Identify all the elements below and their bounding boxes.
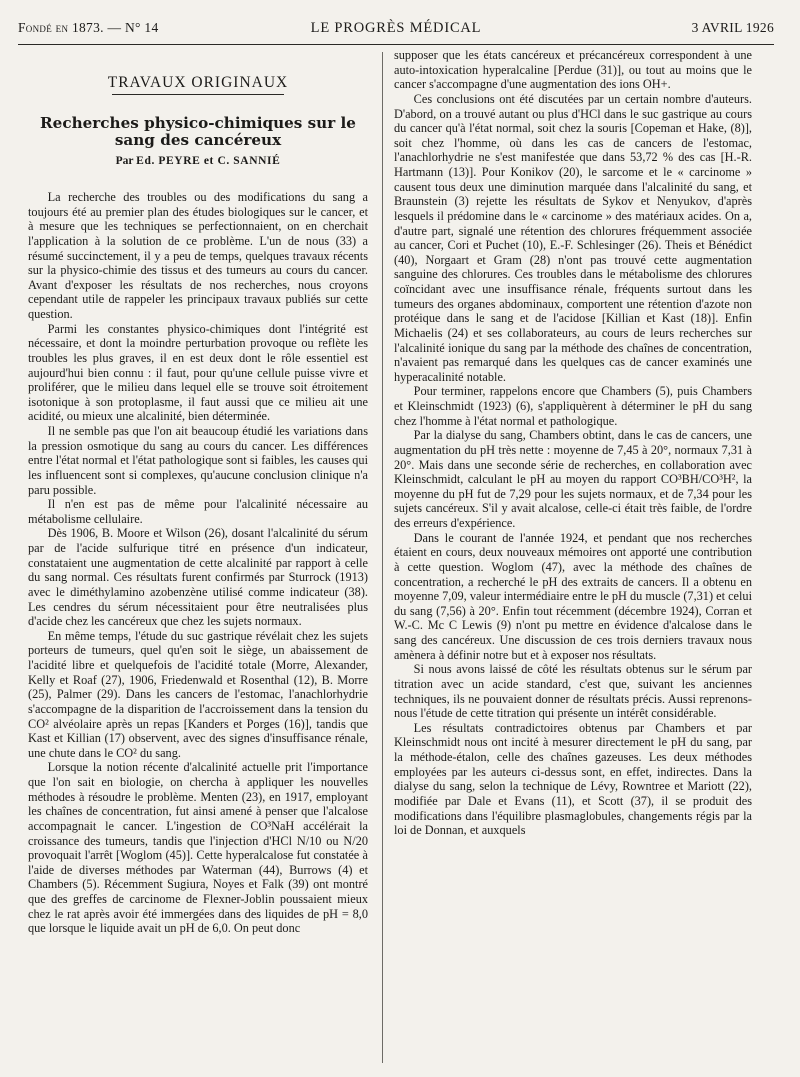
header-rule xyxy=(18,44,774,45)
paragraph: Les résultats contradictoires obtenus par Chambers et par Kleinschmidt nous ont incité à mesurer directement le pH du sang, par la méthode-étalon, celle des chaînes gazeuses. Les deux méthodes employées par les auteurs ci-dessus sont, en effet, indirectes. Dans la dialyse du sang, selon la technique de Lévy, Rowntree et Mariott (22), modifiée par Dale et Evans (11), et Scott (37), il se produit des modifications dans l'équilibre plasmaglobules, changements régis par la loi de Donnan, et auxquels xyxy=(394,720,752,838)
paragraph: Ces conclusions ont été discutées par un certain nombre d'auteurs. D'abord, on a trouvé autant ou plus d'HCl dans le suc gastrique au cours du cancer qu'à l'état normal, soit chez la souris [Copeman et Hake, (8)], soit chez l'homme, où dans les cas de cancers de l'estomac, l'anachlorhydrie ne s'est manifestée que dans 53,72 % des cas [H.-R. Hartmann (13)]. Pour Konikov (20), le sarcome et le « carcinome » causent tous deux une diminution marquée dans l'alcalinité du sang, et Braunstein (3) rejette les résultats de Sykov et Nenyukov, d'après lesquels il prédomine dans le « carcinome » des matériaux acides. On a, d'autre part, signalé une rétention des chlorures fréquemment associée au cancer, Cori et Puchet (10), E.-F. Schlesinger (26). Theis et Bénédict (40), Norgaart et Gram (28) n'ont pas trouvé cette augmentation sanguine des chlorures. Ces troubles dans le métabolisme des chlorures coïncidant avec une insuffisance rénale, fréquents surtout dans les tumeurs des organes abdominaux, comportent une rétention d'azote non protéique dans le sang et de l'acidose [Killian et Kast (18)]. Enfin Michaelis (24) et ses collaborateurs, au cours de leurs recherches sur l'alcalinité ionique du sang par la méthode des chaînes de concentration, n'avaient pas remarqué dans les quelques cas de cancer examinés une hyperacalinité notable. xyxy=(394,91,752,384)
paragraph: Parmi les constantes physico-chimiques dont l'intégrité est nécessaire, et dont la moindre perturbation provoque ou reflète les troubles les plus graves, il en est deux dont le rôle essentiel est aujourd'hui bien connu : il faut, pour qu'une cellule puisse vivre et proliférer, que le milieu dans lequel elle se trouve soit étroitement isotonique à son protoplasme, il faut aussi que ce milieu ait une acidité, ou mieux une alcalinité, bien déterminée. xyxy=(28,321,368,424)
column-divider xyxy=(382,52,383,1063)
paragraph: Si nous avons laissé de côté les résultats obtenus sur le sérum par titration avec un acide standard, c'est que, suivant les anciennes techniques, ils ne pouvaient donner de résultats précis. Aussi reprenons-nous l'étude de cette titration qui présente un intérêt considérable. xyxy=(394,662,752,721)
page-header xyxy=(18,20,774,42)
paragraph: Par la dialyse du sang, Chambers obtint, dans le cas de cancers, une augmentation du pH très nette : moyenne de 7,45 à 20°, normaux 7,31 à 20°. Mais dans une seconde série de recherches, en collaboration avec Kleinschmidt, calculant le pH au moyen du rapport CO³BH/CO³H², la moyenne du pH fut de 7,29 pour les sujets normaux, et de 7,34 pour les sujets cancéreux. S'il y avait alcalose, celle-ci était très faible, de l'ordre des erreurs d'expérience. xyxy=(394,428,752,530)
byline-prefix: Par xyxy=(115,155,134,167)
section-heading: TRAVAUX ORIGINAUX xyxy=(107,74,289,91)
issue-date: 3 AVRIL 1926 xyxy=(691,20,774,35)
paragraph: supposer que les états cancéreux et précancéreux correspondent à une auto-intoxication hyperalcaline [Perdue (31)], ou tout au moins que le cancer s'accompagne d'une augmentation des ions OH+. xyxy=(394,48,752,92)
paragraph: Dès 1906, B. Moore et Wilson (26), dosant l'alcalinité du sérum par de l'acide sulfurique titré en présence d'un indicateur, constataient une augmentation de cette alcalinité par rapport à celle du sang normal. Ces résultats furent confirmés par Sturrock (1913) avec le diméthylamino azobenzène utilisé comme indicateur (38). Les cendres du sérum nécessitaient pour être neutralisées plus d'acide chez les cancéreux que chez les sujets normaux. xyxy=(28,526,368,629)
left-column xyxy=(28,48,368,936)
paragraph: Il n'en est pas de même pour l'alcalinité nécessaire au métabolisme cellulaire. xyxy=(28,497,368,526)
journal-title: LE PROGRÈS MÉDICAL xyxy=(310,20,482,36)
paragraph: Lorsque la notion récente d'alcalinité actuelle prit l'importance que l'on sait en biologie, on chercha à appliquer les nouvelles méthodes à résoudre le problème. Menten (23), en 1917, employant les chaînes de concentration, fut ainsi amené à penser que l'alcalose accompagnait le cancer. L'ingestion de CO³NaH accélérait la croissance des tumeurs, tandis que l'injection d'HCl N/10 ou N/20 provoquait l'arrêt [Woglom (45)]. Cette hyperalcalose fut constatée à l'aide de diverses méthodes par Waterman (44), Burrows (4) et Chambers (5). Récemment Sugiura, Noyes et Falk (39) ont montré que des greffes de carcinome de Flexner-Joblin poussaient mieux chez le rat après avoir été immergées dans des liquides de pH = 8,0 que lorsque le liquide avait un pH de 6,0. On peut donc xyxy=(28,760,368,936)
paragraph: En même temps, l'étude du suc gastrique révélait chez les sujets porteurs de tumeurs, quel qu'en soit le siège, un abaissement de l'acidité libre et quelquefois de l'acidité totale (Morre, Alexander, Kelly et Roaf (27), 1906, Friedenwald et Rosenthal (12), B. Morre (25), Palmer (29). Dans les cancers de l'estomac, l'anachlorhydrie s'accompagne de la disparition de l'accroissement dans la tension du CO² alvéolaire après un repas [Kanders et Porges (16)], tandis que Kast et Killian (17) observent, avec des signes d'insuffisance rénale, une chute dans le CO² du sang. xyxy=(28,628,368,760)
header-founded: Fondé en 1873. — N° 14 xyxy=(18,20,159,35)
paragraph: La recherche des troubles ou des modifications du sang a toujours été au premier plan des études biologiques sur le cancer, et à mesure que les techniques se perfectionnaient, on en cherchait l'application à la solution de ce problème. L'un de nous (33) a résumé succinctement, il y a peu de temps, quelques travaux récents sur la physico-chimie des tissus et des tumeurs au cours du cancer. Avant d'exposer les résultats de nos recherches, nous croyons cependant utile de rappeler les principaux travaux publiés sur cette question. xyxy=(28,190,368,321)
article-title: Recherches physico-chimiques sur le sang des cancéreux xyxy=(40,114,356,149)
right-column xyxy=(394,48,752,838)
section-underline xyxy=(112,94,284,95)
byline xyxy=(28,154,368,168)
paragraph: Pour terminer, rappelons encore que Chambers (5), puis Chambers et Kleinschmidt (1923) (6), s'appliquèrent à déterminer le pH du sang chez l'homme à l'état normal et pathologique. xyxy=(394,384,752,428)
paragraph: Il ne semble pas que l'on ait beaucoup étudié les variations dans la pression osmotique du sang au cours du cancer. Les différences entre l'état normal et l'état pathologique sont si faibles, les causes qui les influencent sont si complexes, qu'aucune conclusion clinique n'a paru possible. xyxy=(28,424,368,497)
byline-authors: Ed. PEYRE et C. SANNIÉ xyxy=(136,155,281,167)
paragraph: Dans le courant de l'année 1924, et pendant que nos recherches étaient en cours, deux nouveaux mémoires ont apporté une contribution à cette question. Woglom (47), avec la méthode des chaînes de concentration, a recherché le pH des extraits de cancers. Il a obtenu en moyenne 7,09, valeur intermédiaire entre le pH du muscle (7,31) et celui du sang (7,56) à 20°. Enfin tout récemment (décembre 1924), Corran et W.-C. Mc C Lewis (9) n'ont pu mettre en évidence d'alcalose dans le sang des cancéreux. Une discussion de ces trois derniers travaux nous amènera à définir notre but et à exposer nos résultats. xyxy=(394,530,752,662)
